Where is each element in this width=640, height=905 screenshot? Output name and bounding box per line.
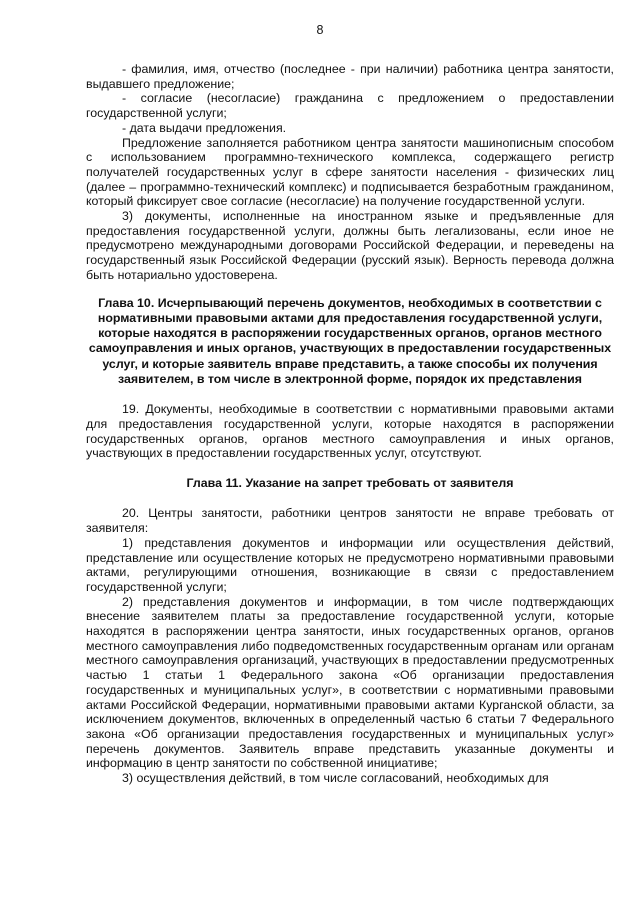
item-consent: - согласие (несогласие) гражданина с предложением о предоставлении государственной услуги; — [86, 91, 614, 121]
paragraph-20-item-2: 2) представления документов и информации, в том числе подтверждающих внесение заявителем платы за предоставление государственной услуги, которые находятся в распоряжении центра занятости, иных государственных органов, органов местного самоуправления либо подведомственных государственным органам или органам местного самоуправления организаций, участвующих в предоставлении предусмотренных частью 1 статьи 1 Федерального закона «Об организации предоставления государственных и муниципальных услуг», в соответствии с нормативными правовыми актами Российской Федерации, нормативными правовыми актами Курганской области, за исключением документов, включенных в определенный частью 6 статьи 7 Федерального закона «Об организации предоставления государственных и муниципальных услуг» перечень документов. Заявитель вправе представить указанные документы и информацию в центр занятости по собственной инициативе; — [86, 594, 614, 771]
item-employee-name: - фамилия, имя, отчество (последнее - при наличии) работника центра занятости, выдавшего предложение; — [86, 62, 614, 91]
paragraph-offer-filling: Предложение заполняется работником центра занятости машинописным способом с использованием программно-технического комплекса, содержащего регистр получателей государственных услуг в сфере занятости населения - физических лиц (далее – программно-технический комплекс) и подписывается безработным гражданином, который фиксирует свое согласие (несогласие) на получение государственной услуги. — [86, 135, 614, 209]
paragraph-19: 19. Документы, необходимые в соответствии с нормативными правовыми актами для предоставления государственной услуги, которые находятся в распоряжении государственных органов, органов местного самоуправления и иных органов, участвующих в предоставлении государственных услуг, отсутствуют. — [86, 402, 614, 461]
item-issue-date: - дата выдачи предложения. — [122, 120, 287, 135]
chapter-11-heading: Глава 11. Указание на запрет требовать от заявителя — [186, 476, 514, 491]
chapter-10-heading: Глава 10. Исчерпывающий перечень документов, необходимых в соответствии с нормативными правовыми актами для предоставления государственной услуги, которые находятся в распоряжении государственных органов, органов местного самоуправления и иных органов, участвующих в предоставлении государственных услуг, и которые заявитель вправе представить, а также способы их получения заявителем, в том числе в электронной форме, порядок их представления — [88, 295, 612, 387]
paragraph-foreign-documents: 3) документы, исполненные на иностранном языке и предъявленные для предоставления государственной услуги, должны быть легализованы, если иное не предусмотрено международными договорами Российской Федерации, и переведены на государственный язык Российской Федерации (русский язык). Верность перевода должна быть нотариально удостоверена. — [86, 209, 614, 282]
paragraph-20: 20. Центры занятости, работники центров занятости не вправе требовать от заявителя: — [86, 506, 614, 536]
paragraph-20-item-3: 3) осуществления действий, в том числе согласований, необходимых для — [122, 771, 549, 786]
page-number: 8 — [316, 23, 324, 37]
document-body — [86, 62, 614, 786]
paragraph-20-item-1: 1) представления документов и информации или осуществления действий, представление или осуществление которых не предусмотрено нормативными правовыми актами, регулирующими отношения, возникающие в связи с предоставлением государственной услуги; — [86, 535, 614, 594]
